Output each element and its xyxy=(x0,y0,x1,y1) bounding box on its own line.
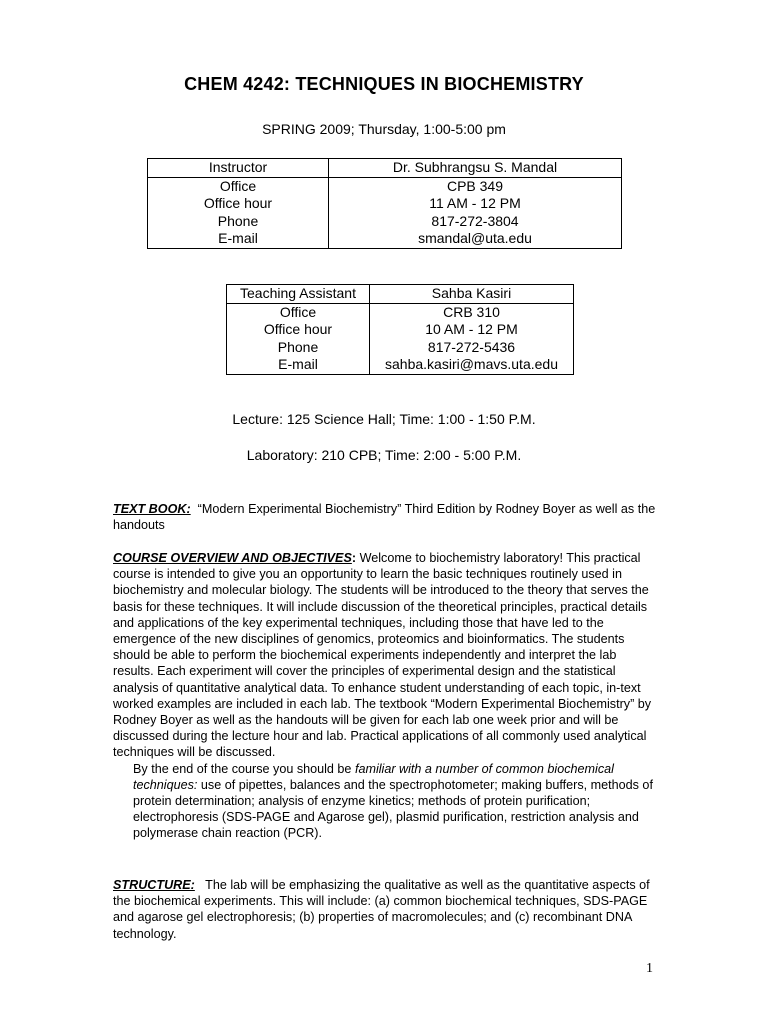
teaching-assistant-table xyxy=(226,284,574,375)
table-cell: Phone xyxy=(227,339,370,357)
table-cell: Instructor xyxy=(148,159,329,178)
overview-section xyxy=(113,550,658,842)
table-cell: Sahba Kasiri xyxy=(370,285,574,304)
structure-section xyxy=(113,877,658,942)
table-row xyxy=(148,213,622,231)
objectives-lead: By the end of the course you should be xyxy=(133,761,355,776)
table-row xyxy=(227,339,574,357)
lecture-info: Lecture: 125 Science Hall; Time: 1:00 - 1:50 P.M. xyxy=(232,411,536,427)
instructor-table xyxy=(147,158,622,249)
table-cell: Phone xyxy=(148,213,329,231)
ta-email: sahba.kasiri@mavs.uta.edu xyxy=(370,356,574,374)
textbook-text: “Modern Experimental Biochemistry” Third Edition by Rodney Boyer as well as the handouts xyxy=(113,502,656,533)
structure-heading: STRUCTURE: xyxy=(113,878,195,892)
table-row xyxy=(148,177,622,195)
semester-schedule: SPRING 2009; Thursday, 1:00-5:00 pm xyxy=(262,121,506,137)
table-row xyxy=(227,356,574,374)
overview-paragraph xyxy=(113,550,658,761)
table-cell: 817-272-5436 xyxy=(370,339,574,357)
overview-colon: : xyxy=(351,551,357,565)
table-cell: Office xyxy=(227,303,370,321)
table-cell: Teaching Assistant xyxy=(227,285,370,304)
table-cell: Office xyxy=(148,177,329,195)
overview-heading: COURSE OVERVIEW AND OBJECTIVES xyxy=(113,551,352,565)
table-cell: E-mail xyxy=(148,230,329,248)
table-cell: Office hour xyxy=(148,195,329,213)
table-cell: CPB 349 xyxy=(329,177,622,195)
table-cell: CRB 310 xyxy=(370,303,574,321)
table-cell: 817-272-3804 xyxy=(329,213,622,231)
laboratory-info: Laboratory: 210 CPB; Time: 2:00 - 5:00 P.M. xyxy=(246,447,522,463)
instructor-email: smandal@uta.edu xyxy=(329,230,622,248)
structure-text: The lab will be emphasizing the qualitative as well as the quantitative aspects of the biochemical experiments. This will include: (a) common biochemical techniques, SDS-PAGE and agarose gel electrophoresis; (b) properties of macromolecules; and (c) recombinant DNA technology. xyxy=(113,878,650,941)
table-cell: 11 AM - 12 PM xyxy=(329,195,622,213)
document-title: CHEM 4242: TECHNIQUES IN BIOCHEMISTRY xyxy=(184,74,584,94)
objectives-italic: familiar with a number of common biochemical techniques: xyxy=(133,761,614,792)
page-number: 1 xyxy=(646,961,653,976)
textbook-section xyxy=(113,501,658,533)
table-cell: Office hour xyxy=(227,321,370,339)
table-row xyxy=(148,195,622,213)
objectives-text: use of pipettes, balances and the spectrophotometer; making buffers, methods of protein determination; analysis of enzyme kinetics; methods of protein purification; electrophoresis (SDS-PAGE and Agarose gel), plasmid purification, restriction analysis and polymerase chain reaction (PCR). xyxy=(133,777,653,841)
table-cell: Dr. Subhrangsu S. Mandal xyxy=(329,159,622,178)
table-row xyxy=(148,230,622,248)
table-row xyxy=(227,285,574,304)
table-cell: 10 AM - 12 PM xyxy=(370,321,574,339)
table-row xyxy=(227,303,574,321)
table-cell: E-mail xyxy=(227,356,370,374)
table-row xyxy=(148,159,622,178)
table-row xyxy=(227,321,574,339)
textbook-heading: TEXT BOOK: xyxy=(113,502,191,516)
objectives-paragraph xyxy=(113,761,658,842)
overview-text: Welcome to biochemistry laboratory! This practical course is intended to give you an opportunity to learn the basic techniques routinely used in biochemistry and molecular biology. The students will be introduced to the theory that serves the basis for these techniques. It will include discussion of the theoretical principles, practical details and applications of the key experimental techniques, including those that have led to the emergence of the new disciplines of genomics, proteomics and bioinformatics. The students should be able to perform the biochemical experiments independently and interpret the lab results. Each experiment will cover the principles of experimental design and the statistical analysis of quantitative analytical data. To enhance student understanding of each topic, in-text worked examples are included in each lab. The textbook “Modern Experimental Biochemistry” by Rodney Boyer as well as the handouts will be given for each lab one week prior and will be discussed during the lecture hour and lab. Practical applications of all commonly used analytical techniques will be discussed. xyxy=(113,551,652,760)
